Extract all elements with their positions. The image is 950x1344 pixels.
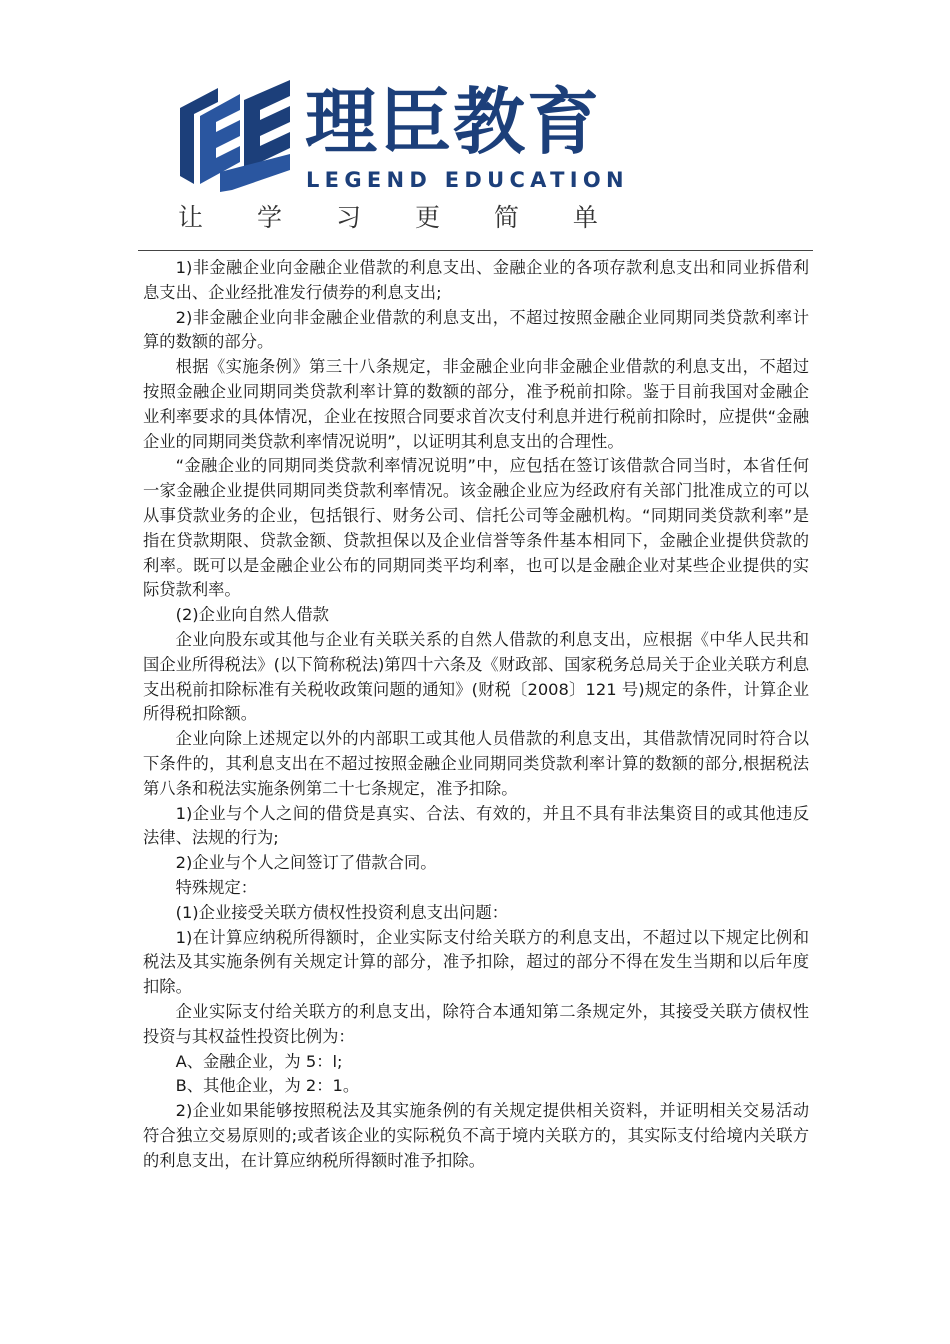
- header-divider: [138, 250, 813, 251]
- slogan-char: 简: [493, 203, 519, 232]
- paragraph: 1)非金融企业向金融企业借款的利息支出、金融企业的各项存款利息支出和同业拆借利息支出、企业经批准发行债券的利息支出;: [143, 258, 809, 302]
- paragraph: 企业实际支付给关联方的利息支出，除符合本通知第二条规定外，其接受关联方债权性投资与其权益性投资比例为：: [143, 1001, 809, 1046]
- brand-name-en: LEGEND EDUCATION: [306, 168, 629, 192]
- paragraph: 根据《实施条例》第三十八条规定，非金融企业向非金融企业借款的利息支出，不超过按照金融企业同期同类贷款利率计算的数额的部分，准予税前扣除。鉴于目前我国对金融企业利率要求的具体情况，企业在按照合同要求首次支付利息并进行税前扣除时，应提供“金融企业的同期同类贷款利率情况说明”，以证明其利息支出的合理性。: [143, 357, 809, 451]
- document-body: [143, 256, 809, 1173]
- paragraph: 企业向股东或其他与企业有关联关系的自然人借款的利息支出，应根据《中华人民共和国企业所得税法》(以下简称税法)第四十六条及《财政部、国家税务总局关于企业关联方利息支出税前扣除标准有关税收政策问题的通知》(财税〔2008〕121 号)规定的条件，计算企业所得税扣除额。: [143, 629, 809, 724]
- paragraph: (1)企业接受关联方债权性投资利息支出问题：: [175, 902, 509, 922]
- slogan-char: 单: [572, 203, 598, 232]
- paragraph: 1)在计算应纳税所得额时，企业实际支付给关联方的利息支出，不超过以下规定比例和税法及其实施条例有关规定计算的部分，准予扣除，超过的部分不得在发生当期和以后年度扣除。: [143, 927, 809, 997]
- paragraph: 企业向除上述规定以外的内部职工或其他人员借款的利息支出，其借款情况同时符合以下条件的，其利息支出在不超过按照金融企业同期同类贷款利率计算的数额的部分,根据税法第八条和税法实施条例第二十七条规定，准予扣除。: [143, 729, 809, 798]
- page-header: [0, 0, 950, 250]
- slogan-char: 让: [178, 203, 204, 232]
- paragraph: “金融企业的同期同类贷款利率情况说明”中，应包括在签订该借款合同当时，本省任何一家金融企业提供同期同类贷款利率情况。该金融企业应为经政府有关部门批准成立的可以从事贷款业务的企业，包括银行、财务公司、信托公司等金融机构。“同期同类贷款利率”是指在贷款期限、贷款金额、贷款担保以及企业信誉等条件基本相同下，金融企业提供贷款的利率。既可以是金融企业公布的同期同类平均利率，也可以是金融企业对某些企业提供的实际贷款利率。: [143, 456, 809, 600]
- paragraph: A、金融企业，为 5：l;: [175, 1051, 343, 1071]
- paragraph: B、其他企业，为 2：1。: [175, 1076, 360, 1096]
- paragraph: 1)企业与个人之间的借贷是真实、合法、有效的，并且不具有非法集资目的或其他违反法律、法规的行为;: [143, 803, 809, 848]
- brand-name-cn: 理臣教育: [305, 80, 602, 164]
- paragraph: 特殊规定：: [175, 877, 258, 897]
- slogan-char: 更: [414, 203, 440, 232]
- slogan: [178, 205, 598, 230]
- slogan-char: 习: [335, 203, 361, 232]
- legend-logo-icon: [180, 80, 295, 195]
- paragraph: 2)企业与个人之间签订了借款合同。: [175, 853, 437, 873]
- paragraph: 2)非金融企业向非金融企业借款的利息支出，不超过按照金融企业同期同类贷款利率计算的数额的部分。: [143, 307, 809, 352]
- slogan-char: 学: [256, 203, 282, 232]
- paragraph: (2)企业向自然人借款: [175, 605, 329, 625]
- paragraph: 2)企业如果能够按照税法及其实施条例的有关规定提供相关资料，并证明相关交易活动符合独立交易原则的;或者该企业的实际税负不高于境内关联方的，其实际支付给境内关联方的利息支出，在计算应纳税所得额时准予扣除。: [143, 1101, 809, 1170]
